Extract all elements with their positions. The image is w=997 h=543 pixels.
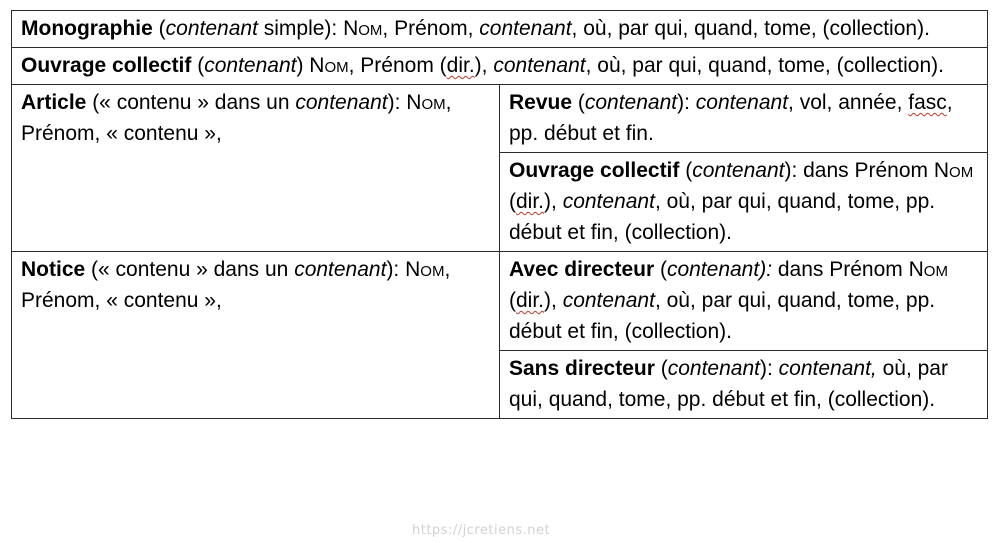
fasc-term: fasc [908,91,947,114]
ouvrage-collectif-label: Ouvrage collectif [509,159,680,182]
cell-text: simple): [257,17,344,40]
notice-label: Notice [21,258,86,281]
contenant-term: contenant [666,258,760,281]
contenant-term: contenant [165,17,258,40]
cell-text: ) [296,54,310,77]
table-row [12,11,988,48]
contenant-term: contenant, [778,357,877,380]
nom-term: Nom [343,17,383,40]
cell-text: ): [677,91,696,114]
cell-text: ( [509,190,516,213]
ouvrage-collectif-article-cell: Ouvrage collectif (contenant): dans Prénom Nom (dir.), contenant, où, par qui, quand, tome, pp. début et fin, (collection). [500,153,988,252]
contenant-term: contenant [295,91,388,114]
table-row [12,48,988,85]
cell-text: ), [544,289,563,312]
contenant-term: contenant [562,190,655,213]
ouvrage-collectif-label: Ouvrage collectif [21,54,192,77]
cell-text: ): dans Prénom [784,159,934,182]
contenant-term: contenant [204,54,297,77]
contenant-term: contenant [479,17,572,40]
dir-term: dir. [516,190,545,213]
bibliography-format-table [11,10,988,419]
cell-text: ): [386,258,406,281]
nom-term: Nom [309,54,349,77]
cell-text: , vol, année, [788,91,909,114]
cell-text: ): [387,91,407,114]
revue-cell: Revue (contenant): contenant, vol, année, fasc, pp. début et fin. [500,85,988,153]
cell-text: , Prénom, [382,17,480,40]
cell-text: (« contenu » dans un [85,258,295,281]
monographie-cell: Monographie (contenant simple): Nom, Prénom, contenant, où, par qui, quand, tome, (collection). [12,11,988,48]
avec-directeur-cell: Avec directeur (contenant): dans Prénom Nom (dir.), contenant, où, par qui, quand, tome, pp. début et fin, (collection). [500,252,988,351]
cell-text: , Prénom, « contenu », [21,258,451,312]
cell-text: , pp. début et fin. [509,91,953,145]
ouvrage-collectif-cell: Ouvrage collectif (contenant) Nom, Prénom (dir.), contenant, où, par qui, quand, tome, (collection). [12,48,988,85]
cell-text: , où, par qui, quand, tome, pp. début et fin, (collection). [509,190,936,244]
article-cell [12,85,500,252]
cell-text: , où, par qui, quand, tome, (collection). [585,54,944,77]
table-row [12,85,988,153]
table-row [12,252,988,351]
dir-term: dir. [516,289,545,312]
nom-term: Nom [933,159,974,182]
watermark-text: https://jcretiens.net [412,523,551,538]
contenant-term: contenant [584,91,678,114]
cell-text: ): [759,258,773,281]
contenant-term: contenant [695,91,789,114]
contenant-term: contenant [667,357,760,380]
cell-text: ), [544,190,563,213]
nom-term: Nom [908,258,948,281]
cell-text: , où, par qui, quand, tome, pp. début et fin, (collection). [509,289,936,343]
cell-text: , Prénom, « contenu », [21,91,452,145]
notice-cell [12,252,500,419]
contenant-term: contenant [294,258,387,281]
cell-text: où, par qui, quand, tome, pp. début et fin, (collection). [509,357,948,411]
contenant-term: contenant [493,54,586,77]
cell-text: dans Prénom [772,258,909,281]
article-label: Article [21,91,87,114]
revue-label: Revue [509,91,573,114]
dir-term: dir. [446,54,475,77]
contenant-term: contenant [692,159,785,182]
cell-text: (« contenu » dans un [86,91,296,114]
cell-text: ), [474,54,494,77]
cell-text: ): [759,357,779,380]
cell-text: ( [509,289,516,312]
cell-text: , Prénom ( [348,54,447,77]
avec-directeur-label: Avec directeur [509,258,655,281]
contenant-term: contenant [562,289,655,312]
monographie-label: Monographie [21,17,153,40]
sans-directeur-label: Sans directeur [509,357,655,380]
nom-term: Nom [406,91,446,114]
nom-term: Nom [405,258,445,281]
cell-text: , où, par qui, quand, tome, (collection). [571,17,930,40]
sans-directeur-cell: Sans directeur (contenant): contenant, où, par qui, quand, tome, pp. début et fin, (collection). [500,351,988,419]
